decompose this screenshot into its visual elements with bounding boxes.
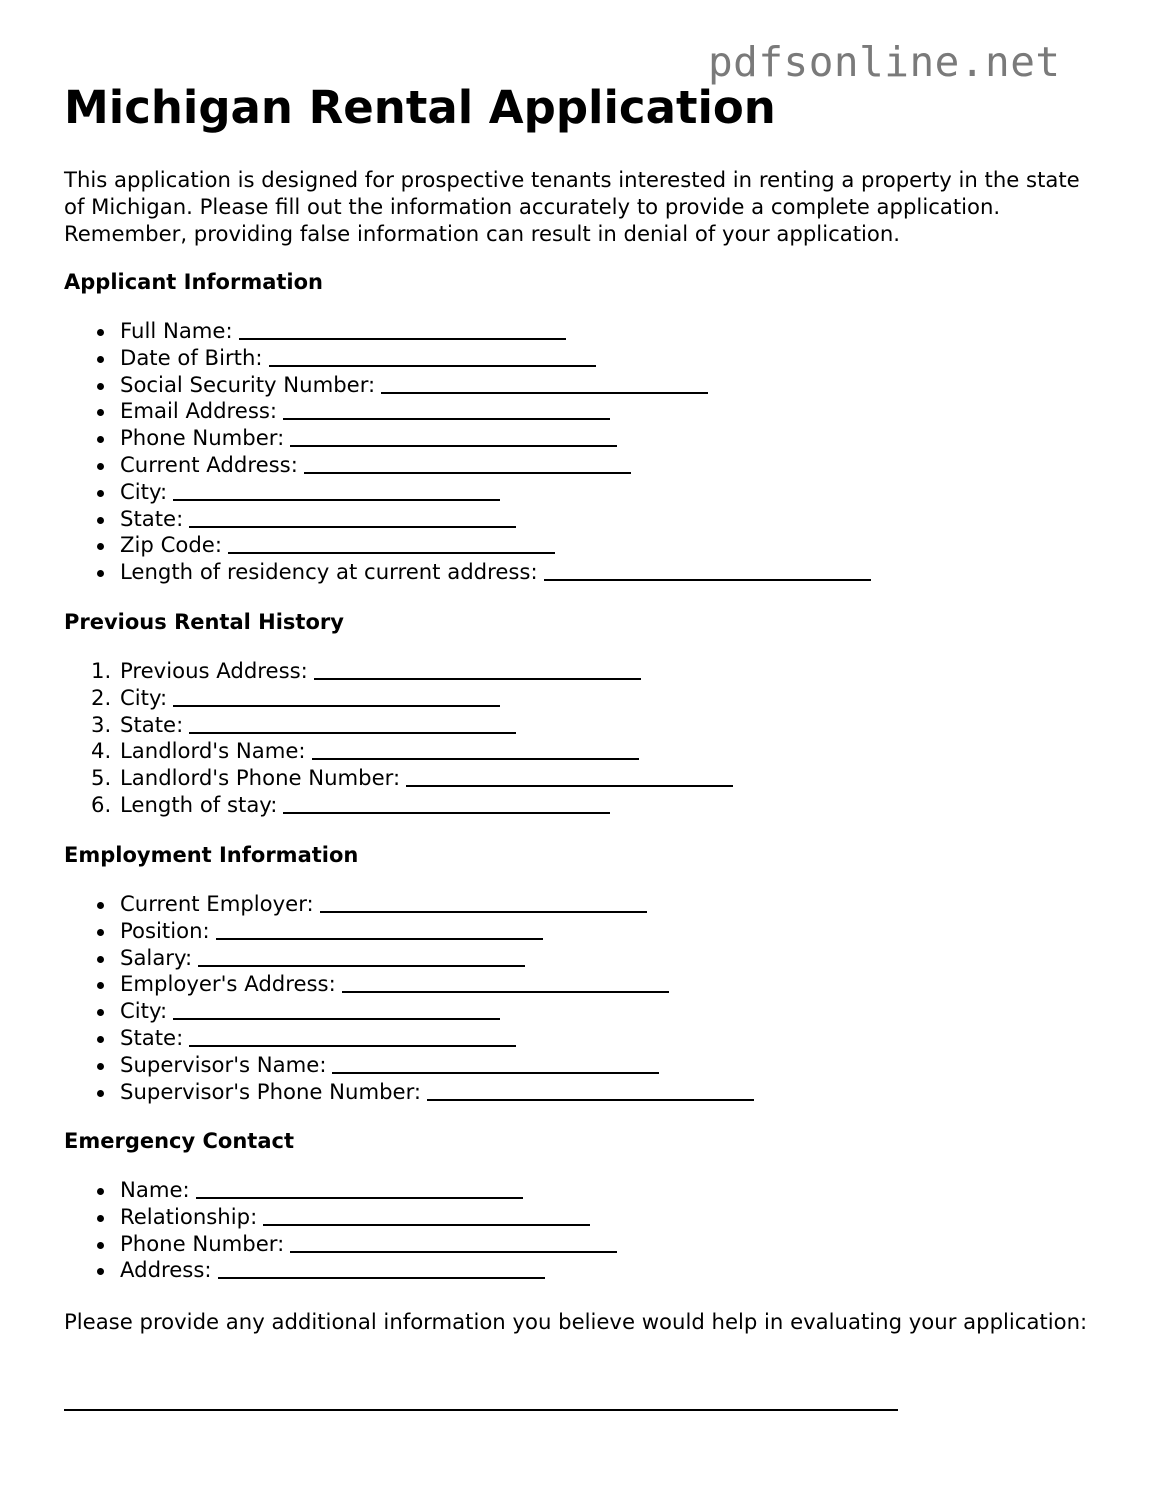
email-blank[interactable] xyxy=(283,400,610,420)
field-label: City: xyxy=(120,684,168,710)
full-name-blank[interactable] xyxy=(239,320,566,340)
salary-blank[interactable] xyxy=(198,947,525,967)
emergency-name-blank[interactable] xyxy=(196,1179,523,1199)
field-label: Zip Code: xyxy=(120,532,222,558)
field-label: City: xyxy=(120,478,168,504)
field-employer-address xyxy=(64,971,754,998)
field-label: Full Name: xyxy=(120,318,233,343)
state-blank[interactable] xyxy=(189,508,516,528)
previous-city-blank[interactable] xyxy=(173,687,500,707)
field-label: Email Address: xyxy=(120,398,278,424)
field-label: State: xyxy=(120,505,184,531)
emergency-heading: Emergency Contact xyxy=(64,1129,294,1153)
field-label: Salary: xyxy=(120,944,193,970)
field-position xyxy=(64,918,754,945)
field-label: Address: xyxy=(120,1257,212,1283)
list-number: 2. xyxy=(91,684,112,710)
ssn-blank[interactable] xyxy=(381,374,708,394)
field-label: Position: xyxy=(120,917,210,943)
field-employer-state xyxy=(64,1025,754,1052)
field-label: Current Employer: xyxy=(120,891,314,916)
employer-state-blank[interactable] xyxy=(189,1027,516,1047)
list-number: 5. xyxy=(91,765,112,791)
field-length-of-stay xyxy=(64,792,733,819)
rental-history-field-list xyxy=(64,658,733,819)
rental-history-heading: Previous Rental History xyxy=(64,610,344,634)
closing-paragraph: Please provide any additional information you believe would help in evaluating your application: xyxy=(64,1309,1088,1334)
field-state xyxy=(64,506,871,533)
employer-address-blank[interactable] xyxy=(342,973,669,993)
zip-blank[interactable] xyxy=(228,534,555,554)
field-supervisor-name xyxy=(64,1052,754,1079)
field-date-of-birth xyxy=(64,345,871,372)
field-label: Social Security Number: xyxy=(120,371,376,397)
field-emergency-name xyxy=(64,1177,617,1204)
field-current-address xyxy=(64,452,871,479)
applicant-heading: Applicant Information xyxy=(64,270,323,294)
residency-length-blank[interactable] xyxy=(544,561,871,581)
watermark: pdfsonline.net xyxy=(708,38,1061,86)
field-label: Employer's Address: xyxy=(120,971,336,997)
field-label: Supervisor's Phone Number: xyxy=(120,1078,422,1104)
field-supervisor-phone xyxy=(64,1079,754,1106)
list-number: 3. xyxy=(91,711,112,737)
relationship-blank[interactable] xyxy=(263,1206,590,1226)
current-address-blank[interactable] xyxy=(304,454,631,474)
length-of-stay-blank[interactable] xyxy=(283,794,610,814)
field-label: Landlord's Name: xyxy=(120,738,306,764)
field-label: State: xyxy=(120,711,184,737)
field-landlord-name xyxy=(64,738,733,765)
landlord-phone-blank[interactable] xyxy=(406,767,733,787)
list-number: 4. xyxy=(91,738,112,764)
emergency-address-blank[interactable] xyxy=(218,1259,545,1279)
field-label: Relationship: xyxy=(120,1203,258,1229)
field-label: Current Address: xyxy=(120,451,298,477)
position-blank[interactable] xyxy=(216,920,543,940)
previous-state-blank[interactable] xyxy=(189,714,516,734)
intro-paragraph: This application is designed for prospective tenants interested in renting a property in the state of Michigan. Please fill out the information accurately to provide a complete application. Remember, providing false information can result in denial of your application. xyxy=(64,167,1080,246)
field-relationship xyxy=(64,1204,617,1231)
field-previous-city xyxy=(64,685,733,712)
previous-address-blank[interactable] xyxy=(314,660,641,680)
field-label: Phone Number: xyxy=(120,1230,285,1256)
applicant-field-list xyxy=(64,318,871,586)
additional-info-blank[interactable] xyxy=(64,1395,898,1411)
list-number: 1. xyxy=(91,658,112,683)
field-ssn xyxy=(64,372,871,399)
date-of-birth-blank[interactable] xyxy=(269,347,596,367)
field-previous-state xyxy=(64,712,733,739)
current-employer-blank[interactable] xyxy=(320,893,647,913)
emergency-phone-blank[interactable] xyxy=(290,1233,617,1253)
field-employer-city xyxy=(64,998,754,1025)
field-label: State: xyxy=(120,1024,184,1050)
field-label: Name: xyxy=(120,1177,190,1202)
field-previous-address xyxy=(64,658,733,685)
emergency-field-list xyxy=(64,1177,617,1284)
field-current-employer xyxy=(64,891,754,918)
list-number: 6. xyxy=(91,791,112,817)
employment-heading: Employment Information xyxy=(64,843,359,867)
field-emergency-phone xyxy=(64,1231,617,1258)
field-residency-length xyxy=(64,559,871,586)
field-label: Previous Address: xyxy=(120,658,308,683)
field-label: Phone Number: xyxy=(120,425,285,451)
employment-field-list xyxy=(64,891,754,1105)
field-label: Length of residency at current address: xyxy=(120,559,538,585)
field-zip xyxy=(64,532,871,559)
field-full-name xyxy=(64,318,871,345)
field-city xyxy=(64,479,871,506)
field-salary xyxy=(64,945,754,972)
field-label: Length of stay: xyxy=(120,791,278,817)
city-blank[interactable] xyxy=(173,481,500,501)
employer-city-blank[interactable] xyxy=(173,1000,500,1020)
field-email xyxy=(64,398,871,425)
field-label: Date of Birth: xyxy=(120,344,263,370)
page-title: Michigan Rental Application xyxy=(64,81,776,134)
supervisor-phone-blank[interactable] xyxy=(427,1081,754,1101)
landlord-name-blank[interactable] xyxy=(312,740,639,760)
phone-blank[interactable] xyxy=(290,427,617,447)
field-label: City: xyxy=(120,998,168,1024)
field-phone xyxy=(64,425,871,452)
field-landlord-phone xyxy=(64,765,733,792)
field-label: Supervisor's Name: xyxy=(120,1051,327,1077)
field-label: Landlord's Phone Number: xyxy=(120,765,401,791)
supervisor-name-blank[interactable] xyxy=(332,1054,659,1074)
field-emergency-address xyxy=(64,1257,617,1284)
